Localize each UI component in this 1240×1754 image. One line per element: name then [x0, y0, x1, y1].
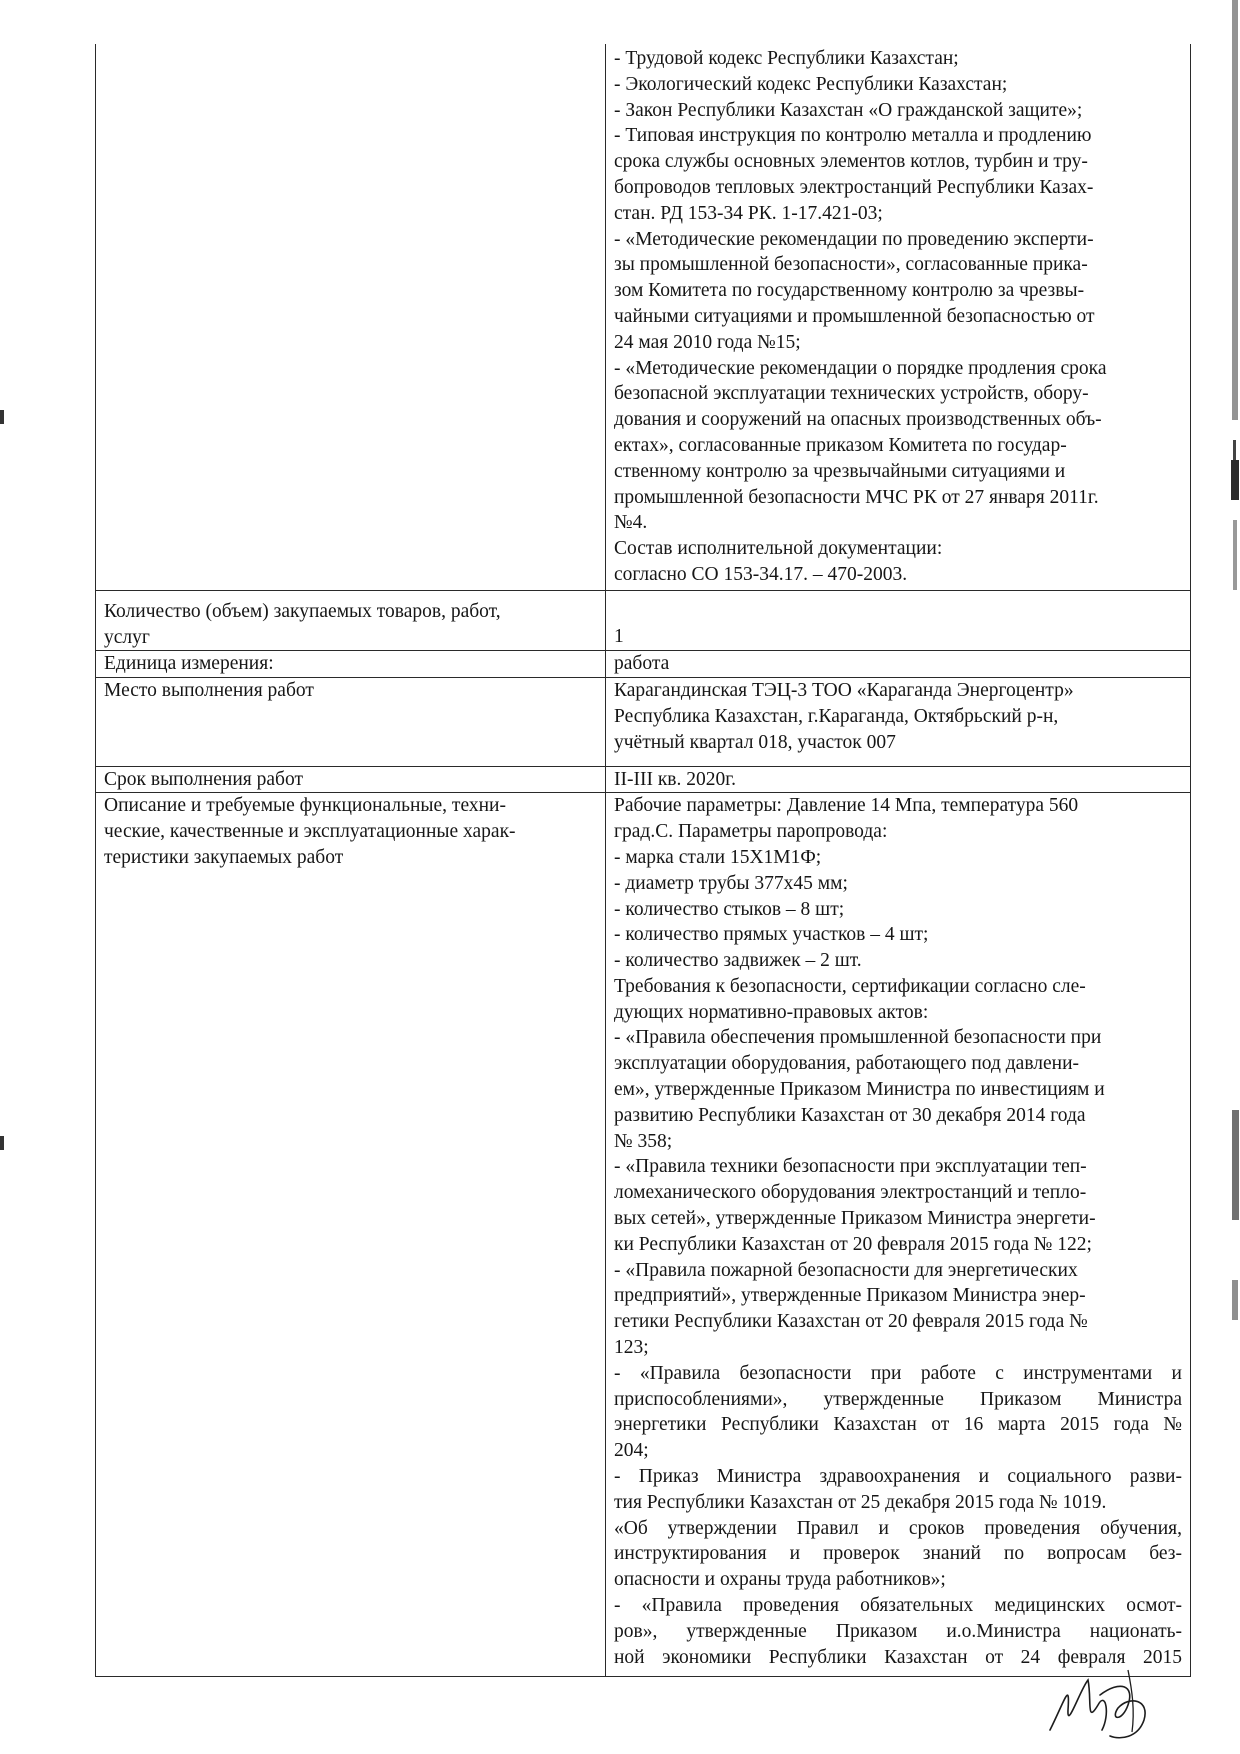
specification-table [95, 44, 1191, 1677]
table-row [96, 44, 1191, 590]
description-line: ров», утвержденные Приказом и.о.Министра национать- [614, 1620, 1182, 1642]
term-value [606, 766, 1191, 793]
term-value-text: II-III кв. 2020г. [614, 768, 736, 790]
description-line: «Об утверждении Правил и сроков проведения обучения, [614, 1517, 1182, 1539]
place-value-line: учётный квартал 018, участок 007 [614, 731, 896, 753]
unit-label [96, 651, 606, 678]
legal-act-line: срока службы основных элементов котлов, турбин и тру- [614, 151, 1088, 173]
description-line: опасности и охраны труда работников»; [614, 1569, 946, 1591]
quantity-label [96, 590, 606, 651]
description-line: - «Правила проведения обязательных медицинских осмот- [614, 1595, 1182, 1617]
description-line: тия Республики Казахстан от 25 декабря 2015 года № 1019. [614, 1491, 1107, 1513]
description-line: гетики Республики Казахстан от 20 февраля 2015 года № [614, 1311, 1088, 1333]
term-label-text: Срок выполнения работ [104, 768, 303, 790]
place-label-text: Место выполнения работ [104, 680, 314, 702]
description-label [96, 793, 606, 1677]
quantity-label-line: Количество (объем) закупаемых товаров, работ, [104, 600, 501, 622]
table-row [96, 793, 1191, 1677]
description-line: инструктирования и проверок знаний по вопросам без- [614, 1543, 1182, 1565]
unit-label-text: Единица измерения: [104, 653, 274, 675]
table-row [96, 590, 1191, 651]
legal-act-line: зы промышленной безопасности», согласованные прика- [614, 254, 1088, 276]
description-line: ломеханического оборудования электростанций и тепло- [614, 1182, 1087, 1204]
description-line: приспособлениями», утвержденные Приказом Министра [614, 1388, 1182, 1410]
description-line: дующих нормативно-правовых актов: [614, 1001, 929, 1023]
description-line: - количество задвижек – 2 шт. [614, 950, 862, 972]
quantity-value-text: 1 [614, 625, 624, 647]
unit-value [606, 651, 1191, 678]
description-line: град.С. Параметры паропровода: [614, 821, 888, 843]
description-line: № 358; [614, 1130, 673, 1152]
table-row [96, 766, 1191, 793]
scan-edge-strip [1230, 0, 1240, 1754]
description-line: ки Республики Казахстан от 20 февраля 2015 года № 122; [614, 1233, 1092, 1255]
legal-act-line: №4. [614, 512, 648, 534]
legal-act-line: ектах», согласованные приказом Комитета по государ- [614, 434, 1067, 456]
description-line: 123; [614, 1337, 649, 1359]
legal-act-line: 24 мая 2010 года №15; [614, 331, 801, 353]
quantity-value [606, 590, 1191, 651]
description-line: ем», утвержденные Приказом Министра по инвестициям и [614, 1079, 1105, 1101]
description-line: развитию Республики Казахстан от 30 декабря 2014 года [614, 1104, 1086, 1126]
table-row [96, 651, 1191, 678]
table-row [96, 678, 1191, 766]
quantity-label-line: услуг [104, 626, 150, 648]
term-label [96, 766, 606, 793]
legal-act-line: дования и сооружений на опасных производственных объ- [614, 409, 1102, 431]
description-line: Рабочие параметры: Давление 14 Мпа, температура 560 [614, 795, 1079, 817]
description-line: - количество стыков – 8 шт; [614, 898, 845, 920]
description-line: - Приказ Министра здравоохранения и социального разви- [614, 1466, 1182, 1488]
place-label [96, 678, 606, 766]
description-label-line: теристики закупаемых работ [104, 846, 344, 868]
documentation-standard: согласно СО 153-34.17. – 470-2003. [614, 563, 908, 585]
description-line: - «Правила техники безопасности при эксплуатации теп- [614, 1156, 1087, 1178]
legal-act-line: промышленной безопасности МЧС РК от 27 января 2011г. [614, 486, 1099, 508]
scan-margin-mark [0, 410, 4, 424]
legal-act-line: - Типовая инструкция по контролю металла и продлению [614, 125, 1092, 147]
left-cell-empty [96, 44, 606, 590]
legal-act-line: зом Комитета по государственному контролю за чрезвы- [614, 280, 1085, 302]
legal-act-line: бопроводов тепловых электростанций Республики Казах- [614, 176, 1094, 198]
description-line: ной экономики Республики Казахстан от 24 февраля 2015 [614, 1646, 1182, 1668]
description-line: - количество прямых участков – 4 шт; [614, 924, 929, 946]
legal-acts-cell [606, 44, 1191, 590]
handwritten-signature [1040, 1660, 1170, 1750]
legal-act-line: - «Методические рекомендации о порядке продления срока [614, 357, 1107, 379]
description-line: - «Правила безопасности при работе с инструментами и [614, 1362, 1182, 1384]
legal-act-line: стан. РД 153-34 РК. 1-17.421-03; [614, 202, 883, 224]
documentation-heading: Состав исполнительной документации: [614, 538, 943, 560]
description-label-line: Описание и требуемые функциональные, техни- [104, 795, 506, 817]
unit-value-text: работа [614, 653, 670, 675]
legal-act-line: - «Методические рекомендации по проведению эксперти- [614, 228, 1094, 250]
description-line: 204; [614, 1440, 649, 1462]
place-value [606, 678, 1191, 766]
description-line: энергетики Республики Казахстан от 16 марта 2015 года № [614, 1414, 1182, 1436]
legal-act-line: ственному контролю за чрезвычайными ситуациями и [614, 460, 1066, 482]
description-line: - «Правила обеспечения промышленной безопасности при [614, 1027, 1102, 1049]
description-line: Требования к безопасности, сертификации согласно сле- [614, 975, 1086, 997]
legal-act-line: - Закон Республики Казахстан «О гражданской защите»; [614, 99, 1083, 121]
description-line: - «Правила пожарной безопасности для энергетических [614, 1259, 1078, 1281]
description-line: эксплуатации оборудования, работающего под давлени- [614, 1053, 1080, 1075]
description-line: - марка стали 15Х1М1Ф; [614, 846, 822, 868]
description-line: - диаметр трубы 377х45 мм; [614, 872, 848, 894]
place-value-line: Республика Казахстан, г.Караганда, Октябрьский р-н, [614, 705, 1059, 727]
description-line: предприятий», утвержденные Приказом Министра энер- [614, 1285, 1086, 1307]
legal-act-line: - Экологический кодекс Республики Казахстан; [614, 73, 1008, 95]
description-label-line: ческие, качественные и эксплуатационные харак- [104, 821, 516, 843]
description-value [606, 793, 1191, 1677]
place-value-line: Карагандинская ТЭЦ-3 ТОО «Караганда Энергоцентр» [614, 680, 1074, 702]
legal-act-line: - Трудовой кодекс Республики Казахстан; [614, 48, 959, 69]
legal-act-line: безопасной эксплуатации технических устройств, обору- [614, 383, 1089, 405]
description-line: вых сетей», утвержденные Приказом Министра энергети- [614, 1208, 1096, 1230]
legal-act-line: чайными ситуациями и промышленной безопасностью от [614, 305, 1095, 327]
scan-margin-mark [0, 1136, 4, 1150]
